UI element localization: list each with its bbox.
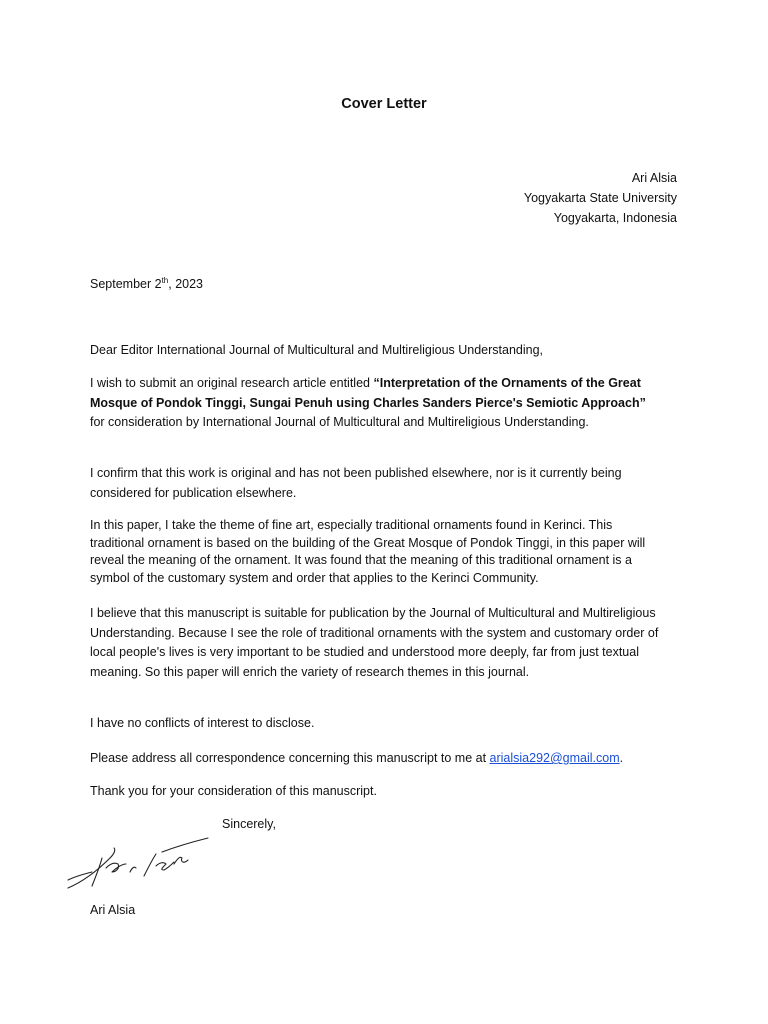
- article-title: “Interpretation of the Ornaments of the Great Mosque of Pondok Tinggi, Sungai Penuh using Charles Sanders Pierce's Semiotic Approach”: [90, 376, 646, 410]
- paragraph-correspondence: [90, 749, 623, 767]
- paragraph-theme: In this paper, I take the theme of fine art, especially traditional ornaments found in Kerinci. This traditional ornament is based on the building of the Great Mosque of Pondok Tinggi, in this paper will reveal the meaning of the ornament. It was found that the meaning of this traditional ornament is a symbol of the customary system and order that applies to the Kerinci Community.: [90, 518, 646, 585]
- handwritten-signature: [62, 828, 212, 896]
- paragraph-originality: I confirm that this work is original and has not been published elsewhere, nor is it currently being considered for publication elsewhere.: [90, 466, 622, 500]
- sender-location: Yogyakarta, Indonesia: [553, 211, 677, 225]
- submission-text-end: for consideration by International Journal of Multicultural and Multireligious Understanding.: [90, 415, 589, 429]
- sender-institution: Yogyakarta State University: [523, 191, 677, 205]
- correspondence-period: .: [619, 751, 624, 765]
- paragraph-submission: [90, 374, 662, 433]
- date-suffix: th: [161, 275, 169, 285]
- signature-name: Ari Alsia: [90, 903, 136, 917]
- sender-name: Ari Alsia: [631, 171, 677, 185]
- email-link[interactable]: arialsia292@gmail.com: [489, 751, 620, 765]
- page-title: Cover Letter: [341, 96, 427, 112]
- letter-date: [90, 275, 203, 293]
- correspondence-text: Please address all correspondence concerning this manuscript to me at: [90, 751, 490, 765]
- paragraph-suitability: I believe that this manuscript is suitable for publication by the Journal of Multicultural and Multireligious Understanding. Because I see the role of traditional ornaments with the system and customary order of local people's lives is very important to be studied and understood more deeply, far from just textual meaning. So this paper will enrich the variety of research themes in this journal.: [90, 606, 659, 679]
- submission-text: I wish to submit an original research article entitled: [90, 376, 374, 390]
- date-month-day: September 2: [90, 277, 162, 291]
- paragraph-thanks: Thank you for your consideration of this manuscript.: [90, 784, 377, 798]
- paragraph-conflicts: I have no conflicts of interest to disclose.: [90, 716, 315, 730]
- salutation: Dear Editor International Journal of Multicultural and Multireligious Understanding,: [90, 343, 544, 357]
- closing: Sincerely,: [222, 817, 276, 831]
- date-year: , 2023: [168, 277, 204, 291]
